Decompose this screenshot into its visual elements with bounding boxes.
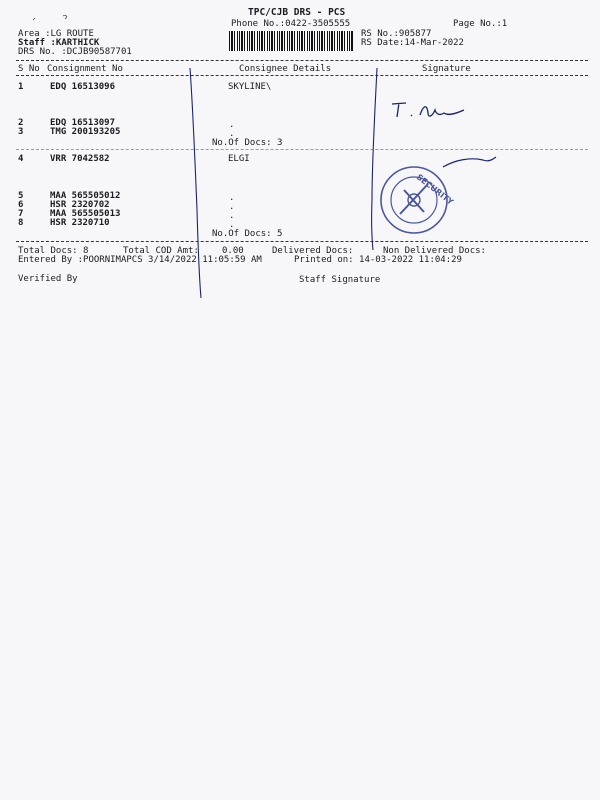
corner-mark (33, 15, 66, 20)
verified-by: Verified By (18, 274, 78, 284)
dot-marker: . (229, 211, 235, 221)
non-delivered-docs: Non Delivered Docs: (383, 246, 486, 256)
pen-line-left (190, 68, 201, 298)
dot-marker: . (229, 129, 235, 139)
drs-number: DRS No. :DCJB90587701 (18, 47, 132, 57)
handwritten-signature (392, 103, 464, 117)
rs-date: RS Date:14-Mar-2022 (361, 38, 464, 48)
docs-count: No.Of Docs: 3 (212, 138, 283, 148)
row-sno: 2 (18, 118, 24, 128)
consignee-name: SKYLINE\ (228, 82, 272, 92)
rs-number: RS No.:905877 (361, 29, 432, 39)
row-sno: 7 (18, 209, 24, 219)
row-consignment: EDQ 16513097 (50, 118, 116, 128)
printed-on: Printed on: 14-03-2022 11:04:29 (294, 255, 462, 265)
row-sno: 5 (18, 191, 24, 201)
pen-line-right (372, 68, 377, 250)
total-cod-value: 0.00 (222, 246, 244, 256)
row-consignment: HSR 2320710 (50, 218, 110, 228)
dot-marker: . (229, 193, 235, 203)
row-consignment: EDQ 16513096 (50, 82, 116, 92)
total-docs: Total Docs: 8 (18, 246, 89, 256)
dot-marker: . (229, 120, 235, 130)
document-title: TPC/CJB DRS - PCS (248, 7, 346, 18)
row-consignment: VRR 7042582 (50, 154, 110, 164)
page-number: Page No.:1 (453, 19, 508, 29)
dot-marker: . (229, 220, 235, 230)
row-sno: 1 (18, 82, 24, 92)
security-stamp (381, 167, 455, 233)
staff-label: Staff :KARTHICK (18, 38, 100, 48)
entered-by: Entered By :POORNIMAPCS 3/14/2022 11:05:59 AM (18, 255, 262, 265)
stamp-scribble (443, 157, 496, 167)
delivered-docs: Delivered Docs: (272, 246, 354, 256)
col-sno: S No (18, 64, 40, 74)
row-consignment: MAA 565505013 (50, 209, 121, 219)
staff-signature: Staff Signature (299, 275, 381, 285)
col-consignment: Consignment No (47, 64, 123, 74)
row-sno: 3 (18, 127, 24, 137)
row-sno: 8 (18, 218, 24, 228)
row-consignment: HSR 2320702 (50, 200, 110, 210)
col-signature: Signature (422, 64, 471, 74)
area-label: Area :LG ROUTE (18, 29, 94, 39)
col-consignee: Consignee Details (239, 64, 332, 74)
row-sno: 4 (18, 154, 24, 164)
row-sno: 6 (18, 200, 24, 210)
row-consignment: MAA 565505012 (50, 191, 121, 201)
total-cod-label: Total COD Amt: (123, 246, 199, 256)
phone-number: Phone No.:0422-3505555 (231, 19, 351, 29)
row-consignment: TMG 200193205 (50, 127, 121, 137)
dot-marker: . (229, 202, 235, 212)
docs-count: No.Of Docs: 5 (212, 229, 283, 239)
consignee-name: ELGI (228, 154, 250, 164)
stamp-text: SECURITY (414, 172, 455, 207)
